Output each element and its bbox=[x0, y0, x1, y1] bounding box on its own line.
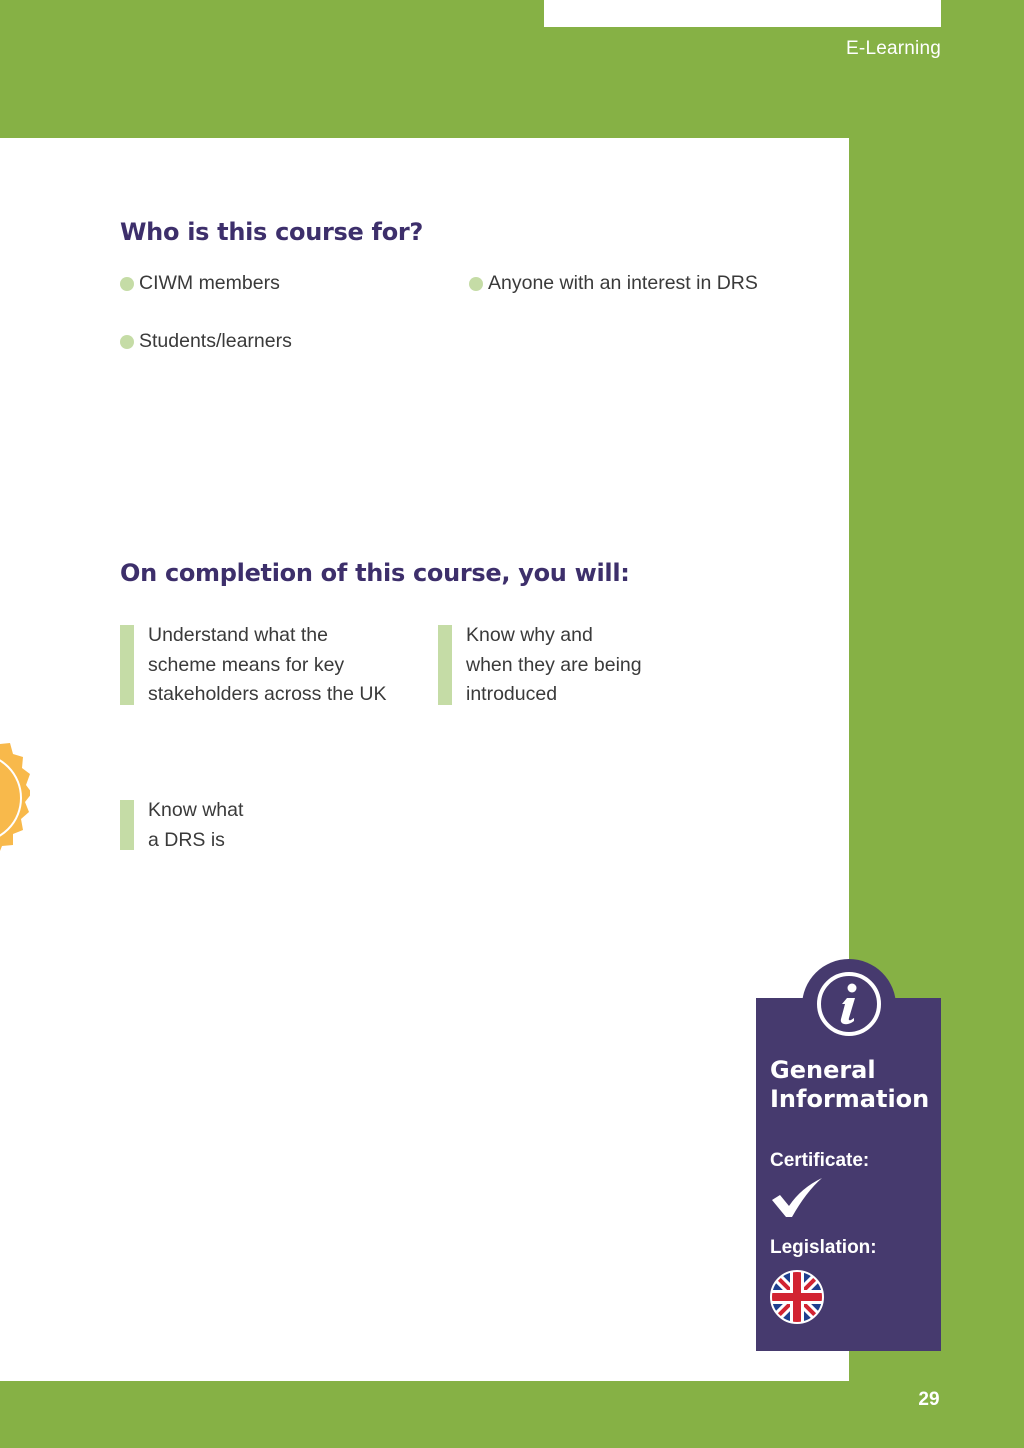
bullet-dot-icon bbox=[120, 335, 134, 349]
audience-item bbox=[469, 272, 758, 295]
info-icon bbox=[816, 971, 882, 1037]
seal-graphic bbox=[0, 730, 30, 880]
outcome-bar bbox=[438, 625, 452, 705]
legislation-label: Legislation: bbox=[770, 1237, 877, 1258]
section-label: E-Learning bbox=[846, 38, 941, 59]
outcome-text: Understand what the scheme means for key stakeholders across the UK bbox=[148, 624, 387, 705]
outcome-bar bbox=[120, 625, 134, 705]
outcome-item bbox=[120, 800, 243, 855]
header-tab bbox=[544, 0, 941, 27]
audience-item-label: Anyone with an interest in DRS bbox=[488, 272, 758, 294]
page-number: 29 bbox=[918, 1389, 940, 1410]
certificate-label: Certificate: bbox=[770, 1150, 870, 1171]
audience-item-label: Students/learners bbox=[139, 330, 292, 352]
uk-flag-icon bbox=[770, 1270, 824, 1324]
checkmark-icon bbox=[770, 1176, 824, 1220]
audience-heading: Who is this course for? bbox=[120, 218, 424, 246]
outcome-item bbox=[438, 625, 642, 710]
audience-item bbox=[120, 330, 292, 353]
info-title: General Information bbox=[770, 1056, 930, 1113]
outcome-item bbox=[120, 625, 386, 710]
outcomes-heading: On completion of this course, you will: bbox=[120, 559, 630, 587]
outcome-bar bbox=[120, 800, 134, 850]
bullet-dot-icon bbox=[120, 277, 134, 291]
bullet-dot-icon bbox=[469, 277, 483, 291]
content-panel bbox=[0, 138, 849, 1381]
audience-item-label: CIWM members bbox=[139, 272, 280, 294]
outcome-text: Know why and when they are being introduced bbox=[466, 624, 642, 705]
audience-item bbox=[120, 272, 280, 295]
outcome-text: Know what a DRS is bbox=[148, 799, 244, 851]
